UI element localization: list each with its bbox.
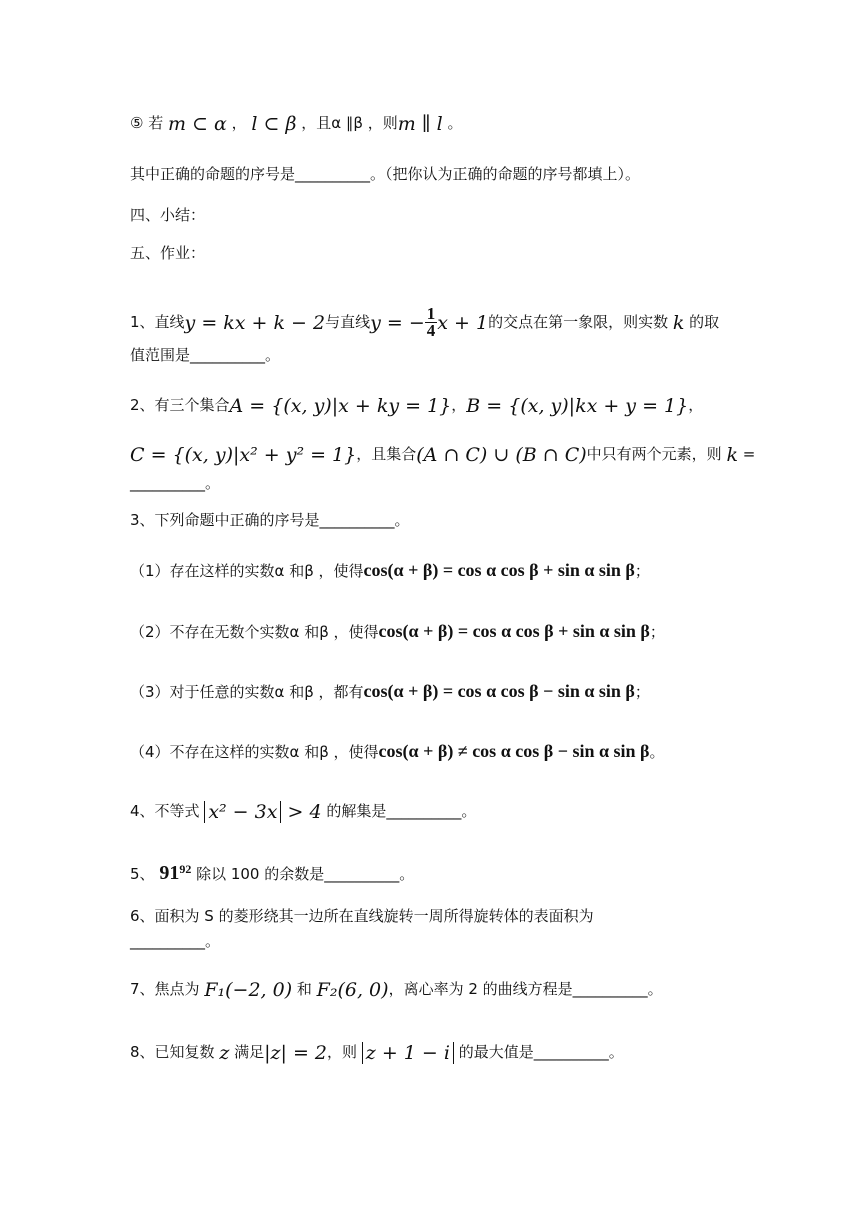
math-gt-4: > 4	[281, 801, 322, 823]
problem-5: 5、 $91^{92}$ 除以 100 的余数是__________。	[130, 862, 415, 884]
math-cos-identity: cos(α + β) = cos α cos β + sin α sin β	[363, 560, 635, 580]
math-set-union: (A ∩ C) ∪ (B ∩ C)	[416, 444, 587, 466]
math-set-b: B = {(x, y)|kx + y = 1}	[466, 395, 689, 417]
math-m-subset-alpha: m ⊂ α	[167, 113, 227, 135]
math-abs-z-plus-1-minus-i: z + 1 − i	[362, 1042, 454, 1064]
math-cos-inequality: cos(α + β) ≠ cos α cos β − sin α sin β	[378, 741, 650, 761]
problem-3-option-4: （4）不存在这样的实数α 和β ，使得cos(α + β) ≠ cos α cos β − sin α sin β。	[130, 741, 665, 761]
math-set-a: A = {(x, y)|x + ky = 1}	[229, 395, 452, 417]
math-focus-1: F₁(−2, 0)	[204, 979, 293, 1001]
math-line-1: y = kx + k − 2	[184, 312, 326, 334]
math-k: k	[672, 312, 685, 334]
math-line-2-tail: x + 1	[437, 312, 489, 334]
math-abs-z-eq-2: |z| = 2	[264, 1042, 328, 1064]
math-focus-2: F₂(6, 0)	[316, 979, 389, 1001]
math-z: z	[219, 1042, 230, 1064]
problem-7: 7、焦点为 F₁(−2, 0) 和 F₂(6, 0)，离心率为 2 的曲线方程是__________。	[130, 979, 663, 1001]
math-base-91: 91	[159, 862, 180, 884]
problem-1-cont: 值范围是__________。	[130, 346, 281, 364]
math-line-2-lead: y = −	[370, 312, 425, 334]
fill-in-correct-propositions: 其中正确的命题的序号是__________。（把你认为正确的命题的序号都填上）。	[130, 165, 641, 183]
section-homework: 五、作业：	[130, 244, 206, 262]
math-l-subset-beta: l ⊂ β	[251, 113, 297, 135]
problem-3-option-3: （3）对于任意的实数α 和β ，都有cos(α + β) = cos α cos β − sin α sin β；	[130, 681, 650, 701]
problem-2-cont: C = {(x, y)|x² + y² = 1}，且集合(A ∩ C) ∪ (B ∩ C)中只有两个元素，则 k =	[130, 444, 756, 466]
math-exponent-92: 92	[179, 862, 192, 876]
problem-6-blank: __________。	[130, 932, 221, 950]
problem-6: 6、面积为 S 的菱形绕其一边所在直线旋转一周所得旋转体的表面积为	[130, 907, 594, 925]
problem-3: 3、下列命题中正确的序号是__________。	[130, 511, 410, 529]
problem-2: 2、有三个集合A = {(x, y)|x + ky = 1}，B = {(x, y)|kx + y = 1}，	[130, 395, 704, 417]
fraction-one-quarter: $\frac{1}{4}$	[426, 304, 436, 340]
section-summary: 四、小结：	[130, 206, 206, 224]
math-cos-identity: cos(α + β) = cos α cos β − sin α sin β	[363, 681, 635, 701]
problem-3-option-2: （2）不存在无数个实数α 和β ，使得cos(α + β) = cos α cos β + sin α sin β；	[130, 621, 665, 641]
math-m-parallel-l: m ∥ l	[397, 113, 443, 135]
math-k: k	[726, 444, 738, 466]
proposition-5: ⑤ 若 m ⊂ α ， l ⊂ β ，且α ∥β ，则m ∥ l 。	[130, 113, 463, 135]
problem-1: 1、直线y = kx + k − 2与直线y = − $\frac{1}{4}$ x + 1的交点在第一象限，则实数 k 的取	[130, 304, 720, 340]
math-abs-expression: x² − 3x	[204, 801, 281, 823]
problem-8: 8、已知复数 z 满足|z| = 2，则 z + 1 − i 的最大值是__________。	[130, 1042, 624, 1064]
math-set-c: C = {(x, y)|x² + y² = 1}	[130, 444, 357, 466]
problem-4: 4、不等式 x² − 3x > 4 的解集是__________。	[130, 801, 477, 823]
problem-2-blank: __________。	[130, 474, 221, 492]
math-cos-identity: cos(α + β) = cos α cos β + sin α sin β	[378, 621, 650, 641]
problem-3-option-1: （1）存在这样的实数α 和β ，使得cos(α + β) = cos α cos β + sin α sin β；	[130, 560, 650, 580]
